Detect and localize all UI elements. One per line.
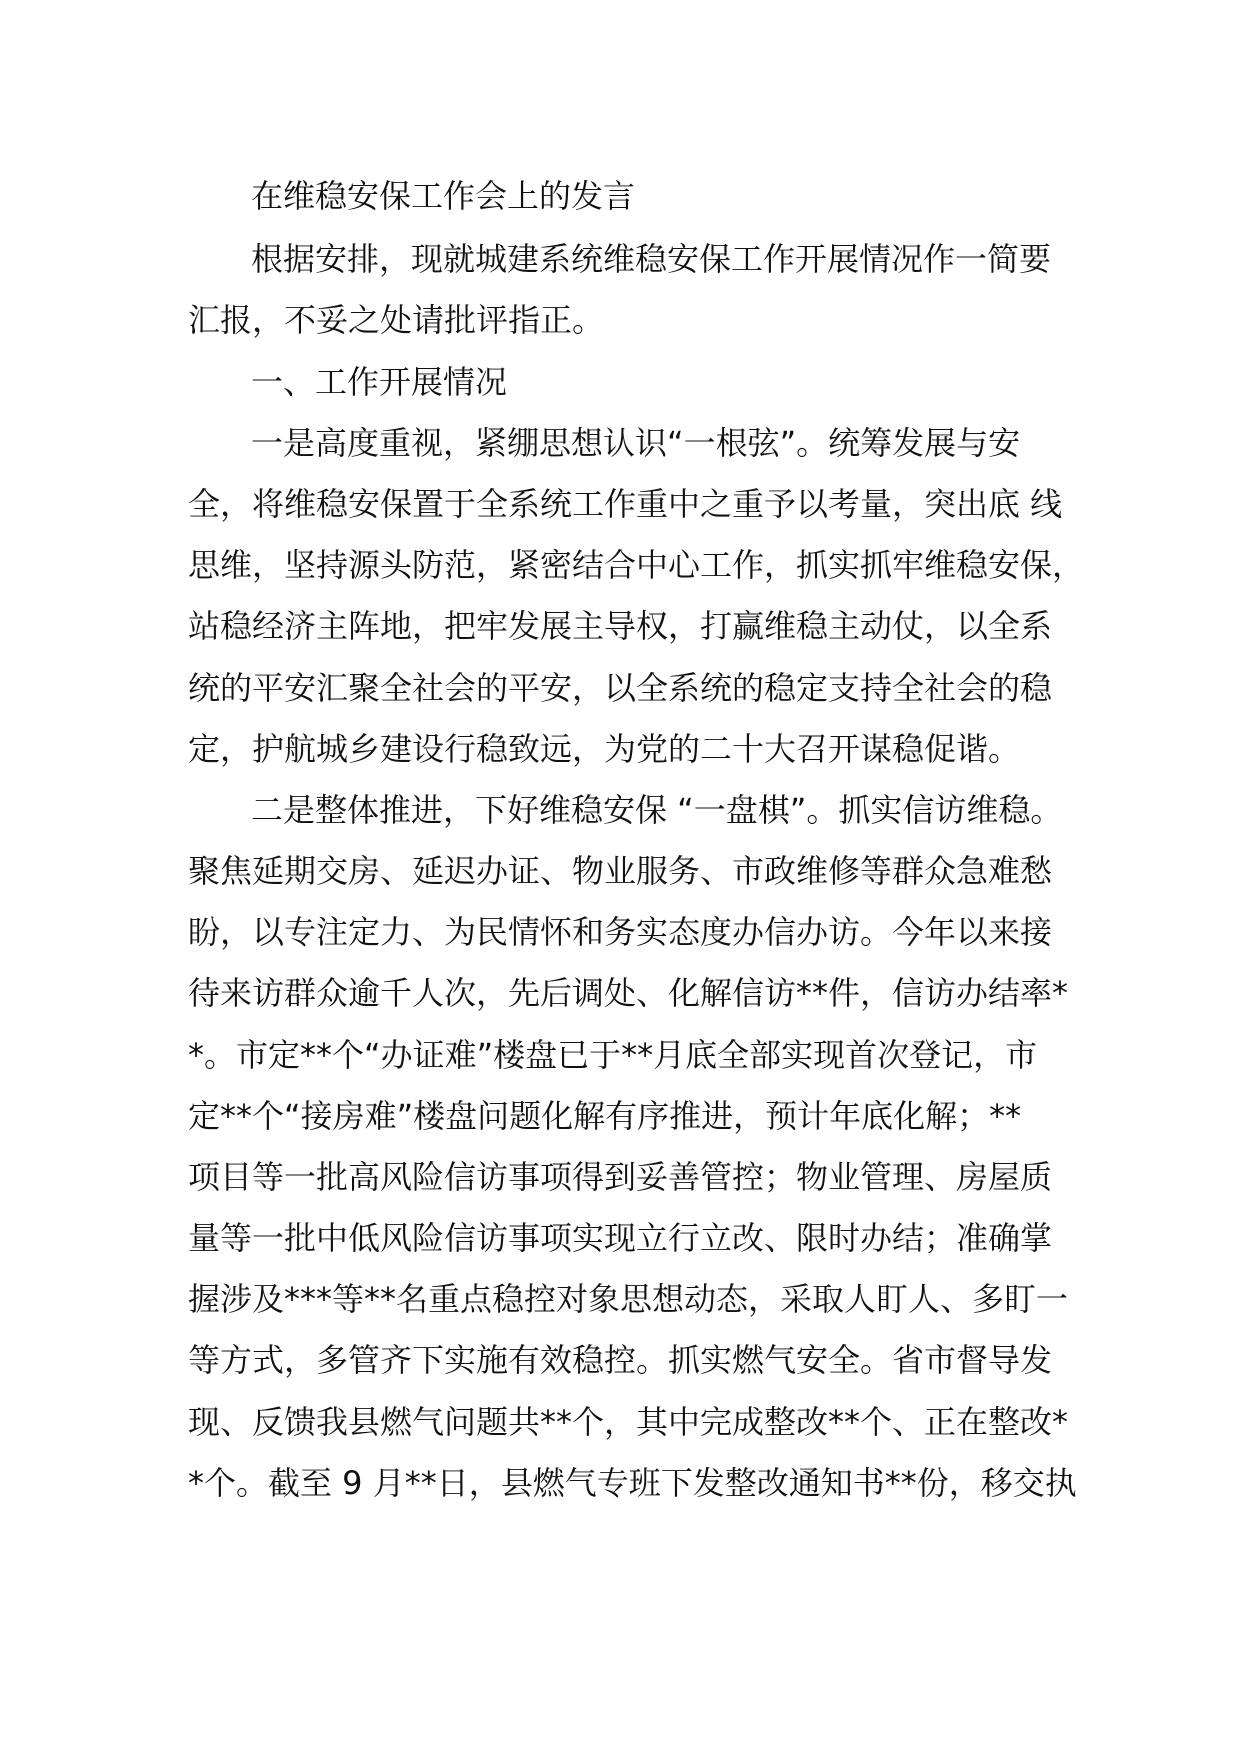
paragraph-line: *。市定**个“办证难”楼盘已于**月底全部实现首次登记，市 (188, 1036, 1038, 1074)
paragraph-line: 量等一批中低风险信访事项实现立行立改、限时办结；准确掌 (188, 1219, 1053, 1257)
paragraph-line: 聚焦延期交房、延迟办证、物业服务、市政维修等群众急难愁 (188, 852, 1053, 890)
paragraph-line: 一是高度重视，紧绷思想认识“一根弦”。统筹发展与安 (251, 424, 1021, 462)
document-title: 在维稳安保工作会上的发言 (251, 177, 636, 215)
paragraph-line: *个。截至 9 月**日，县燃气专班下发整改通知书**份，移交执 (188, 1464, 1077, 1502)
paragraph-line: 根据安排，现就城建系统维稳安保工作开展情况作一简要 (251, 240, 1052, 278)
paragraph-line: 待来访群众逾千人次，先后调处、化解信访**件，信访办结率* (188, 974, 1069, 1012)
paragraph-line: 定**个“接房难”楼盘问题化解有序推进，预计年底化解；** (188, 1097, 1022, 1135)
paragraph-line: 统的平安汇聚全社会的平安，以全系统的稳定支持全社会的稳 (188, 669, 1053, 707)
paragraph-line: 定，护航城乡建设行稳致远，为党的二十大召开谋稳促谐。 (188, 730, 1021, 768)
paragraph-line: 握涉及***等**名重点稳控对象思想动态，采取人盯人、多盯一 (188, 1280, 1069, 1318)
paragraph-line: 二是整体推进，下好维稳安保 “一盘棋”。抓实信访维稳。 (251, 791, 1063, 829)
paragraph-line: 等方式，多管齐下实施有效稳控。抓实燃气安全。省市督导发 (188, 1341, 1053, 1379)
paragraph-line: 思维，坚持源头防范，紧密结合中心工作，抓实抓牢维稳安保， (188, 546, 1085, 584)
paragraph-line: 项目等一批高风险信访事项得到妥善管控；物业管理、房屋质 (188, 1158, 1053, 1196)
paragraph-line: 现、反馈我县燃气问题共**个，其中完成整改**个、正在整改* (188, 1403, 1069, 1441)
paragraph-line: 盼，以专注定力、为民情怀和务实态度办信办访。今年以来接 (188, 913, 1053, 951)
section-heading: 一、工作开展情况 (251, 363, 508, 401)
paragraph-line: 汇报，不妥之处请批评指正。 (188, 301, 605, 339)
paragraph-line: 站稳经济主阵地，把牢发展主导权，打赢维稳主动仗，以全系 (188, 607, 1053, 645)
paragraph-line: 全，将维稳安保置于全系统工作重中之重予以考量，突出底 线 (188, 485, 1063, 523)
